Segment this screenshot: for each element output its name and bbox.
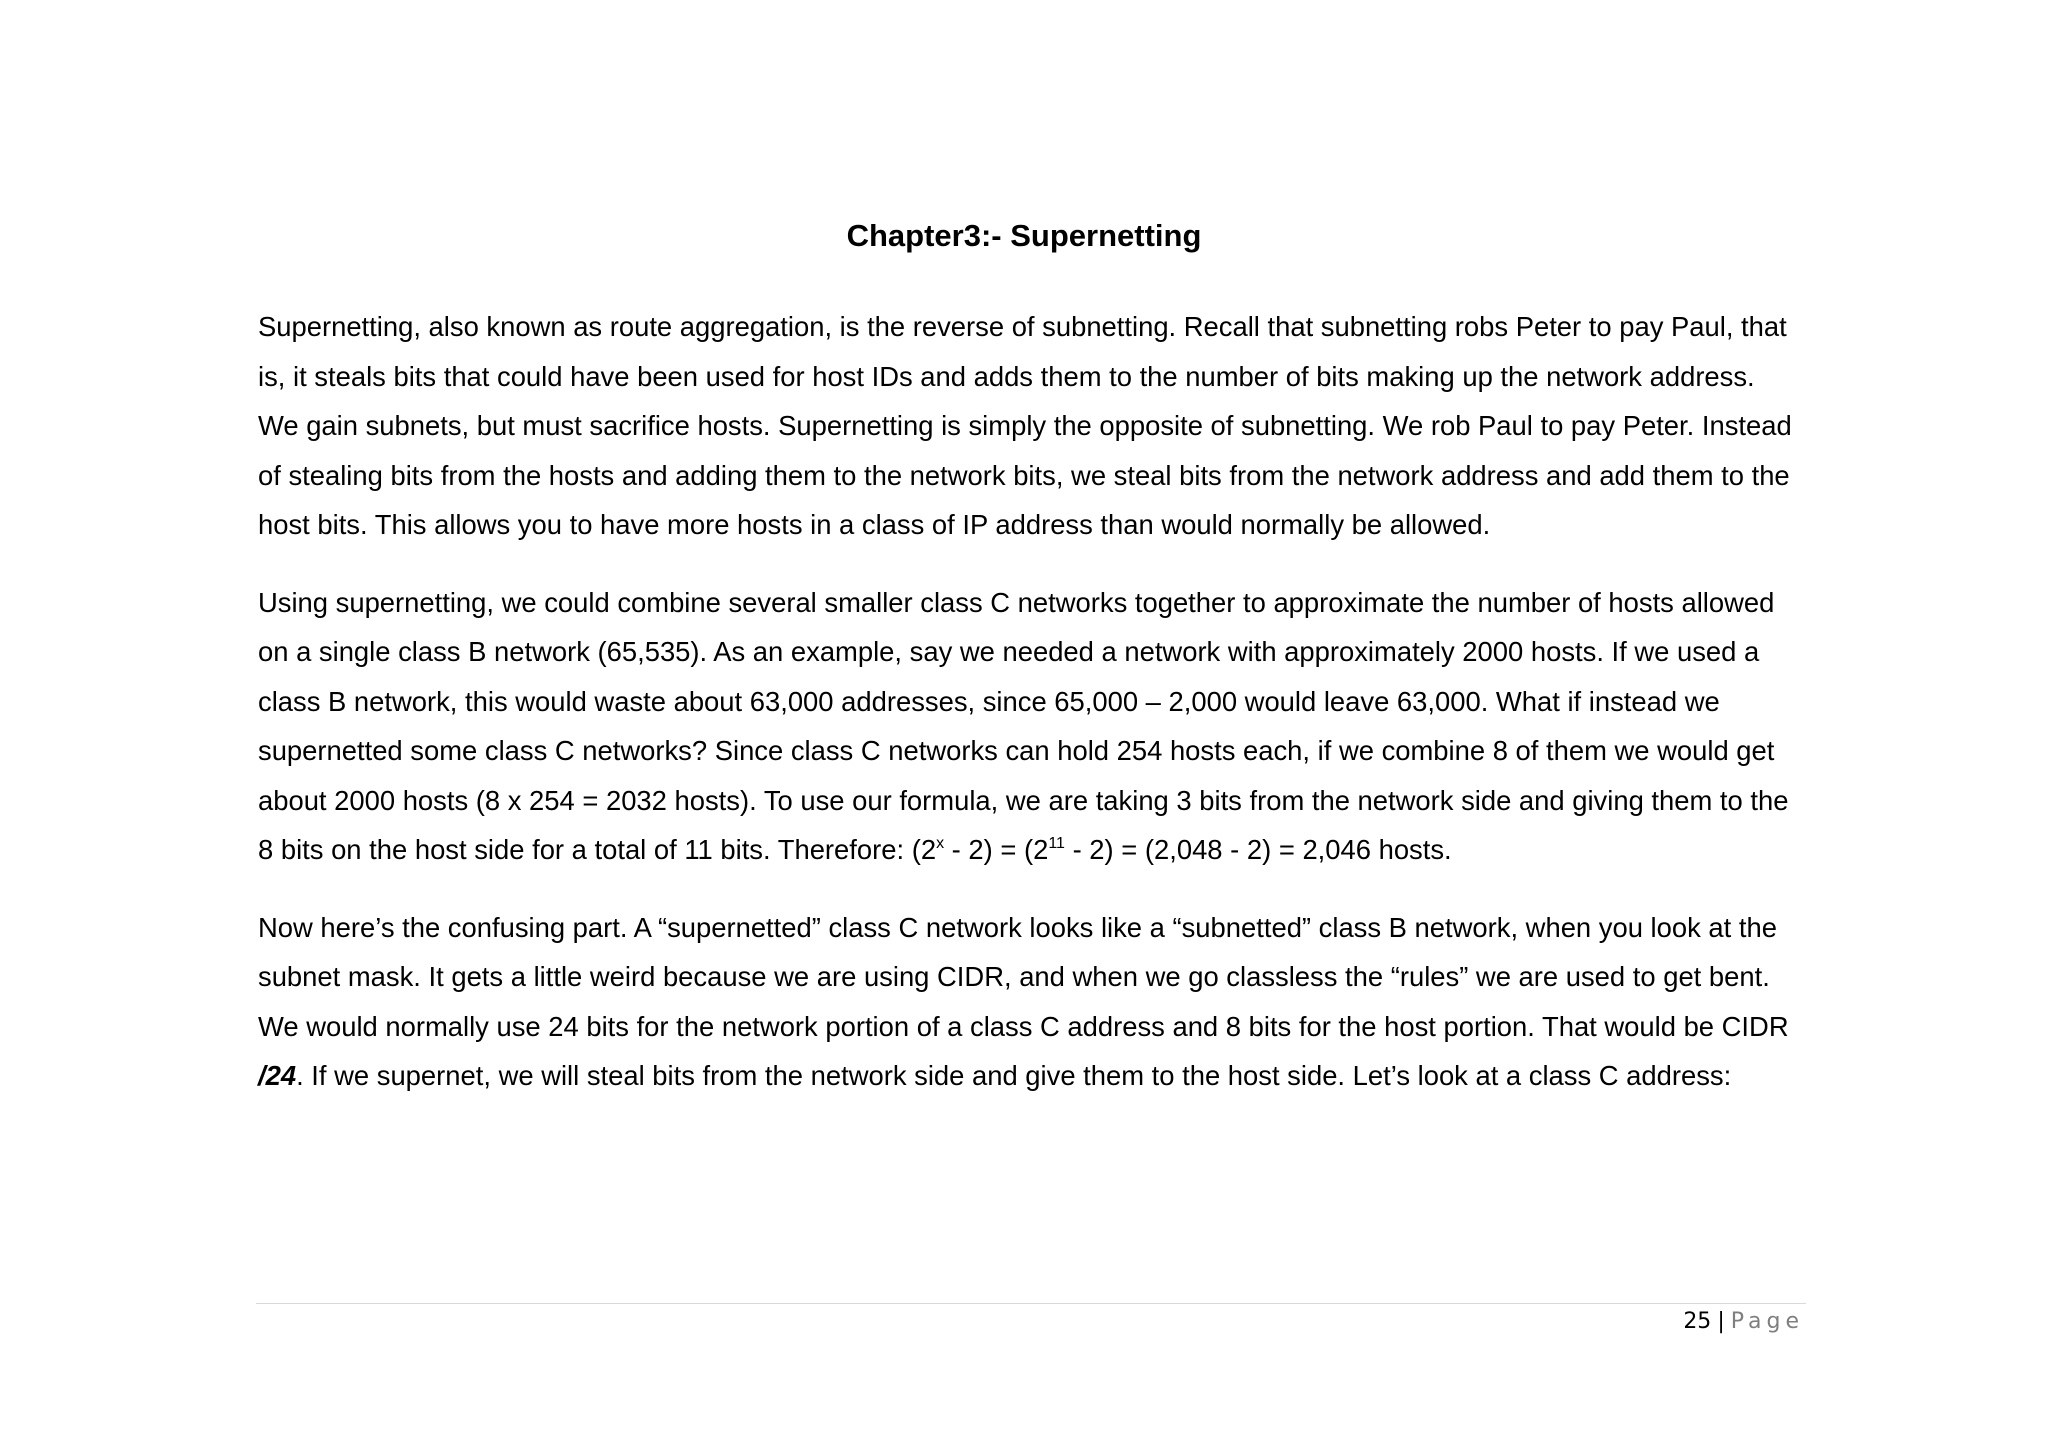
page-number: 25 <box>1683 1309 1712 1334</box>
paragraph-text: - 2) = (2 <box>944 834 1049 865</box>
paragraph-route-aggregation: Supernetting, also known as route aggregation, is the reverse of subnetting. Recall that subnetting robs Peter to pay Paul, that is, it steals bits that could have been used for host IDs and adds them to the number of bits making up the network address. We gain subnets, but must sacrifice hosts. Supernetting is simply the opposite of subnetting. We rob Paul to pay Peter. Instead of stealing bits from the hosts and adding them to the network bits, we steal bits from the network address and add them to the host bits. This allows you to have more hosts in a class of IP address than would normally be allowed. <box>258 311 1792 540</box>
paragraph-text: . If we supernet, we will steal bits from the network side and give them to the host side. Let’s look at a class C address: <box>296 1060 1732 1091</box>
paragraph-text: - 2) = (2,048 - 2) = 2,046 hosts. <box>1064 834 1452 865</box>
cidr-notation: /24 <box>258 1060 297 1091</box>
exponent-11: 11 <box>1048 835 1065 852</box>
paragraph-class-c-combination <box>258 578 1798 875</box>
footer-separator: | <box>1717 1309 1725 1334</box>
paragraph-text: Using supernetting, we could combine several smaller class C networks together to approximate the number of hosts allowed on a single class B network (65,535). As an example, say we needed a network with approximately 2000 hosts. If we used a class B network, this would waste about 63,000 addresses, since 65,000 – 2,000 would leave 63,000. What if instead we supernetted some class C networks? Since class C networks can hold 254 hosts each, if we combine 8 of them we would get about 2000 hosts (8 x 254 = 2032 hosts). To use our formula, we are taking 3 bits from the network side and giving them to the 8 bits on the host side for a total of 11 bits. Therefore: (2 <box>258 586 1789 865</box>
page-label: Page <box>1730 1309 1804 1334</box>
page-footer <box>1683 1306 1804 1338</box>
paragraph-confusing-part <box>258 903 1798 1101</box>
exponent-x: x <box>936 835 945 852</box>
paragraph-text: Now here’s the confusing part. A “supernetted” class C network looks like a “subnetted” class B network, when you look at the subnet mask. It gets a little weird because we are using CIDR, and when we go classless the “rules” we are used to get bent. We would normally use 24 bits for the network portion of a class C address and 8 bits for the host portion. That would be CIDR <box>258 911 1789 1042</box>
chapter-title: Chapter3:- Supernetting <box>846 218 1202 253</box>
footer-divider <box>256 1303 1806 1304</box>
body-text <box>258 302 1798 1129</box>
